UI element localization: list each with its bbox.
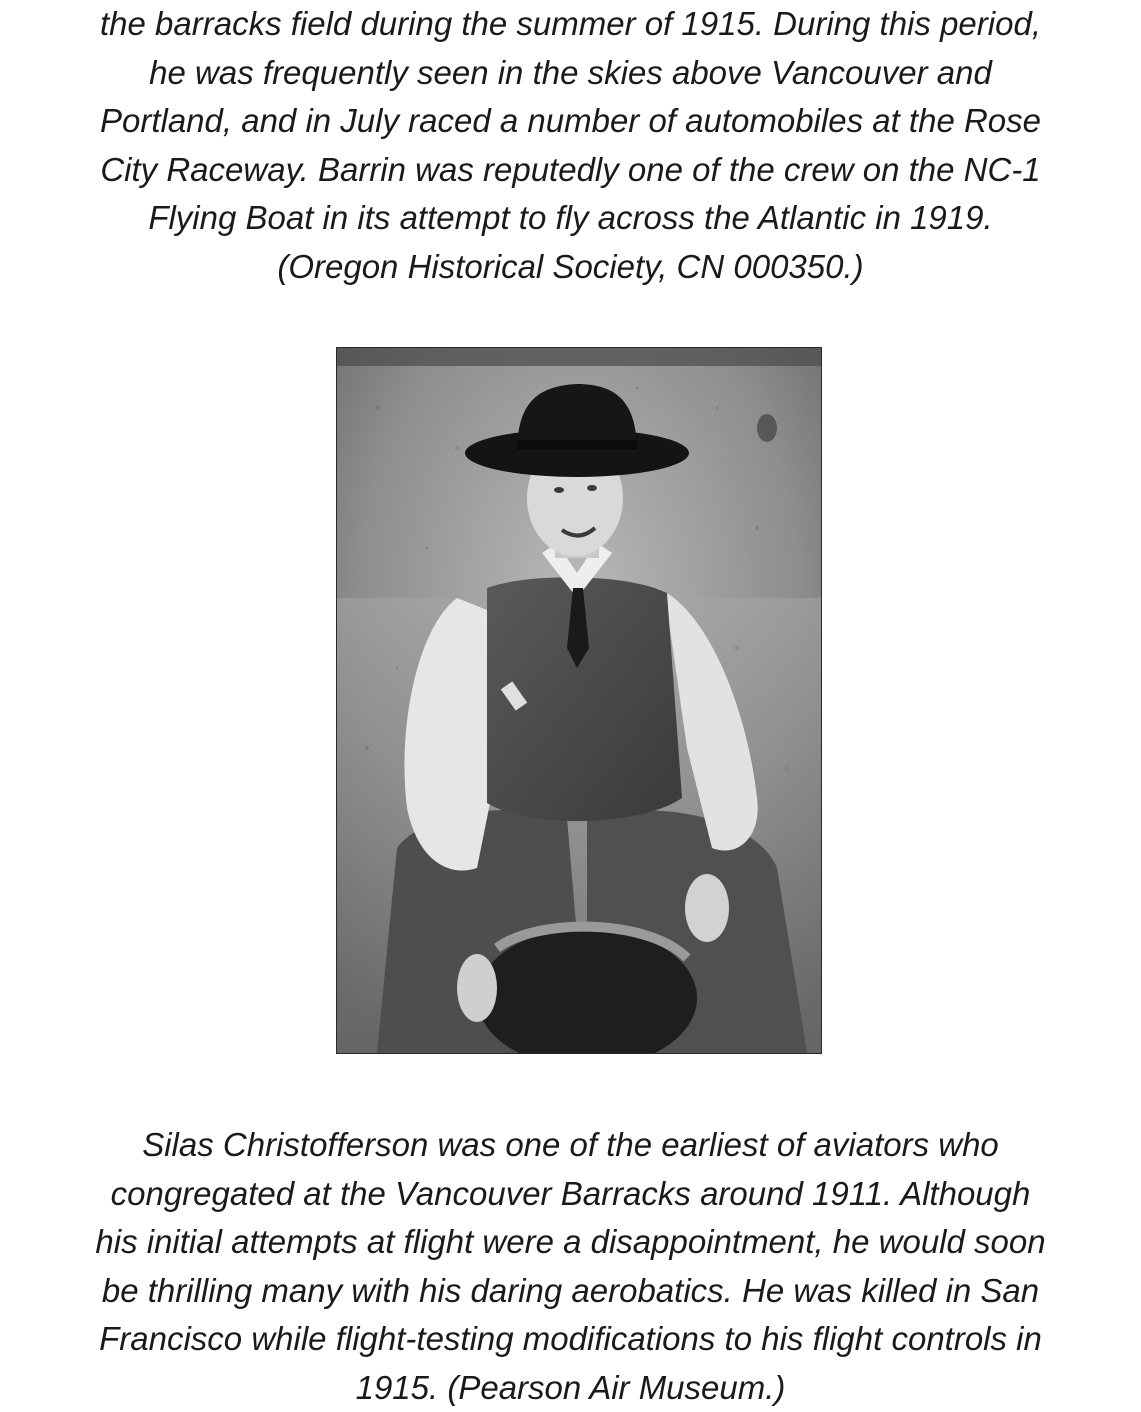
caption-line: Silas Christofferson was one of the earliest of aviators who xyxy=(22,1121,1119,1170)
caption-line: (Oregon Historical Society, CN 000350.) xyxy=(22,243,1119,292)
caption-top xyxy=(22,0,1119,291)
caption-line: City Raceway. Barrin was reputedly one of the crew on the NC-1 xyxy=(22,146,1119,195)
caption-line: the barracks field during the summer of 1915. During this period, xyxy=(22,0,1119,49)
caption-line: Portland, and in July raced a number of automobiles at the Rose xyxy=(22,97,1119,146)
caption-line: 1915. (Pearson Air Museum.) xyxy=(22,1364,1119,1412)
caption-line: Flying Boat in its attempt to fly across the Atlantic in 1919. xyxy=(22,194,1119,243)
caption-line: his initial attempts at flight were a disappointment, he would soon xyxy=(22,1218,1119,1267)
portrait-illustration xyxy=(337,348,821,1053)
caption-line: be thrilling many with his daring aerobatics. He was killed in San xyxy=(22,1267,1119,1316)
caption-line: he was frequently seen in the skies above Vancouver and xyxy=(22,49,1119,98)
caption-line: Francisco while flight-testing modifications to his flight controls in xyxy=(22,1315,1119,1364)
historical-photo xyxy=(336,347,822,1054)
caption-bottom xyxy=(22,1121,1119,1412)
caption-line: congregated at the Vancouver Barracks around 1911. Although xyxy=(22,1170,1119,1219)
